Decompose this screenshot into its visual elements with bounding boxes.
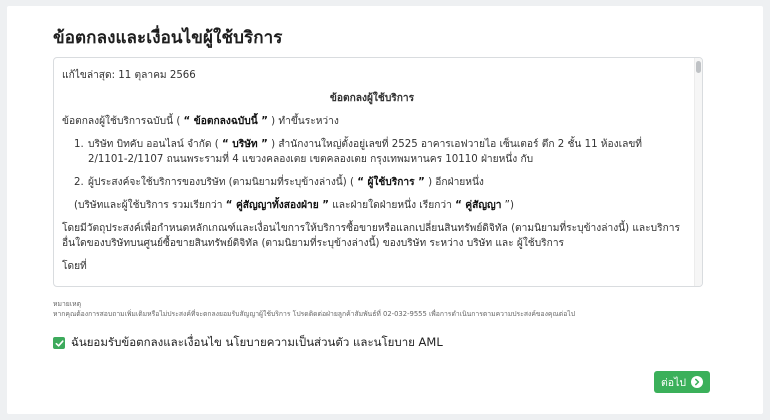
item2-bold: “ ผู้ใช้บริการ ” xyxy=(357,177,425,188)
item-number: 2. xyxy=(74,177,84,188)
intro-bold: “ ข้อตกลงฉบับนี้ ” xyxy=(183,116,268,127)
parties-bold-2: “ คู่สัญญา xyxy=(455,200,502,211)
intro-text-end: ) ทำขึ้นระหว่าง xyxy=(267,116,339,127)
parties-text: (บริษัทและผู้ใช้บริการ รวมเรียกว่า xyxy=(74,200,226,211)
item-text xyxy=(88,137,682,167)
whereas-text: โดยที่ xyxy=(62,261,87,272)
item1-bold: “ บริษัท ” xyxy=(222,139,268,150)
parties-text-end: ”) xyxy=(501,200,514,211)
item1-text-end: ) สำนักงานใหญ่ตั้งอยู่เลขที่ 2525 อาคารเอฟวายไอ เซ็นเตอร์ ตึก 2 ชั้น 11 ห้องเลขที่ 2/1101-2/1107 ถนนพระรามที่ 4 แขวงคลองเตย เขตคลองเตย กรุงเทพมหานคร 10110 ฝ่ายหนึ่ง กับ xyxy=(88,139,643,165)
intro-paragraph xyxy=(62,114,682,129)
parties-text-middle: และฝ่ายใดฝ่ายหนึ่ง เรียกว่า xyxy=(328,200,456,211)
item-number: 1. xyxy=(74,139,84,150)
note-text: หากคุณต้องการสอบถามเพิ่มเติมหรือไม่ประสงค์ที่จะตกลงยอมรับสัญญาผู้ใช้บริการ โปรดติดต่อฝ่ายลูกค้าสัมพันธ์ที่ 02-032-9555 เพื่อการดำเนินการตามความประสงค์ของคุณต่อไป xyxy=(53,310,576,318)
item-text xyxy=(88,175,682,190)
intro-text: ข้อตกลงผู้ใช้บริการฉบับนี้ ( xyxy=(62,116,184,127)
consent-row[interactable] xyxy=(53,334,443,352)
scrollbar-thumb[interactable] xyxy=(696,61,701,73)
page-title: ข้อตกลงและเงื่อนไขผู้ใช้บริการ xyxy=(53,28,283,48)
check-icon xyxy=(55,339,64,348)
terms-content xyxy=(62,68,682,282)
consent-checkbox[interactable] xyxy=(53,337,65,349)
terms-scroll-box[interactable] xyxy=(53,57,703,287)
note-label: หมายเหตุ xyxy=(53,300,81,308)
terms-heading: ข้อตกลงผู้ใช้บริการ xyxy=(329,93,415,104)
parties-bold-1: “ คู่สัญญาทั้งสองฝ่าย ” xyxy=(225,200,329,211)
purpose-paragraph: โดยมีวัตถุประสงค์เพื่อกำหนดหลักเกณฑ์และเงื่อนไขการให้บริการซื้อขายหรือแลกเปลี่ยนสินทรัพย์ดิจิทัล (ตามนิยามที่ระบุข้างล่างนี้) และบริการอื่นใดของบริษัทบนศูนย์ซื้อขายสินทรัพย์ดิจิทัล (ตามนิยามที่ระบุข้างล่างนี้) ของบริษัท ระหว่าง บริษัท และ ผู้ใช้บริการ xyxy=(62,223,680,249)
item2-text-end: ) อีกฝ่ายหนึ่ง xyxy=(424,177,484,188)
party-item-2 xyxy=(62,175,682,190)
arrow-right-circle-icon xyxy=(691,376,703,388)
party-item-1 xyxy=(62,137,682,167)
next-button-label: ต่อไป xyxy=(660,376,687,389)
item1-text: บริษัท บิทคับ ออนไลน์ จำกัด ( xyxy=(88,139,223,150)
item2-text: ผู้ประสงค์จะใช้บริการของบริษัท (ตามนิยามที่ระบุข้างล่างนี้) ( xyxy=(88,177,358,188)
last-updated-text: แก้ไขล่าสุด: 11 ตุลาคม 2566 xyxy=(62,70,196,81)
consent-label: ฉันยอมรับข้อตกลงและเงื่อนไข นโยบายความเป็นส่วนตัว และนโยบาย AML xyxy=(71,335,443,349)
next-button[interactable] xyxy=(654,371,710,393)
parties-definition xyxy=(62,198,682,213)
scrollbar[interactable] xyxy=(694,58,702,286)
